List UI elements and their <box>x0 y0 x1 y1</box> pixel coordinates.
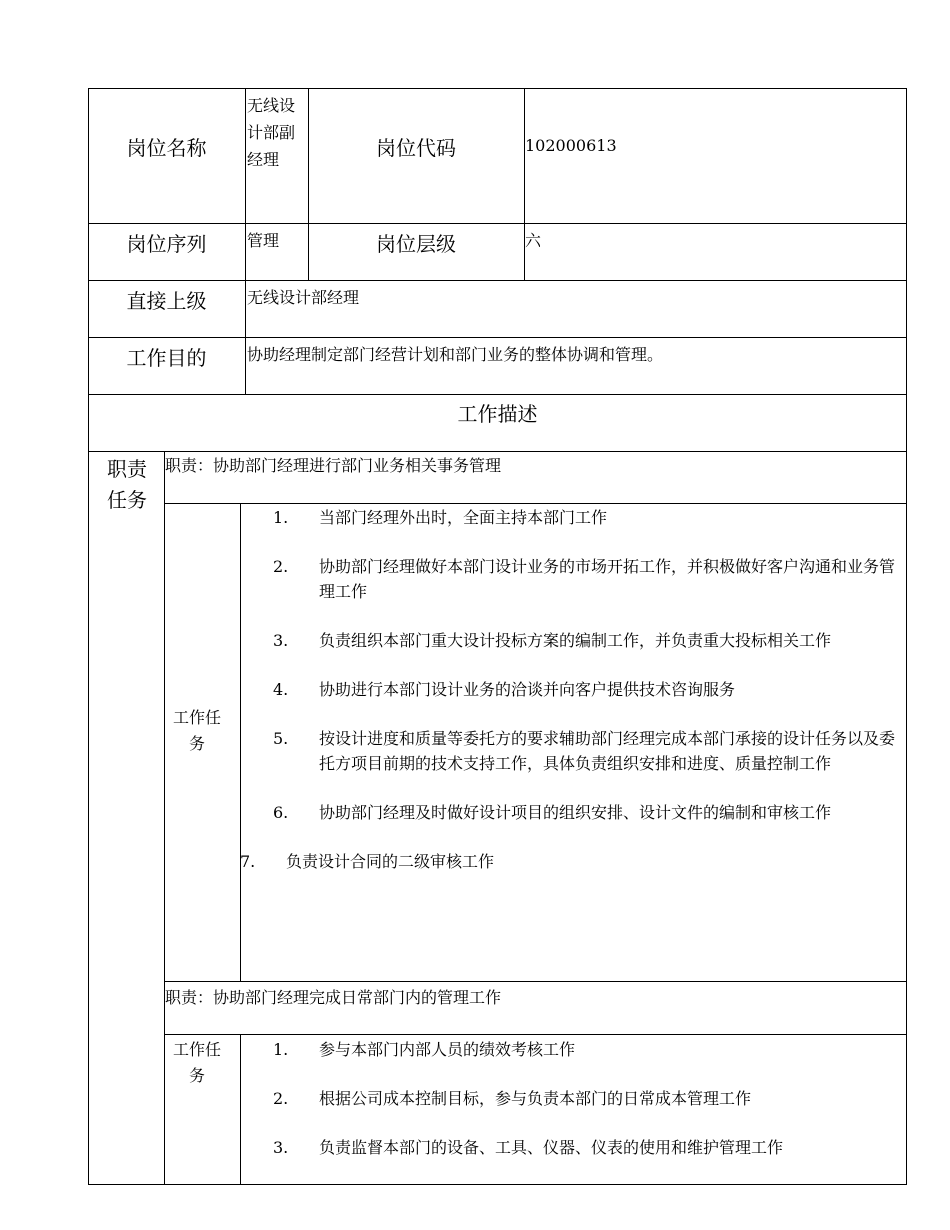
post-name-value: 无线设计部副经理 <box>247 96 296 169</box>
task-text: 负责监督本部门的设备、工具、仪器、仪表的使用和维护管理工作 <box>319 1138 784 1157</box>
superior-label: 直接上级 <box>126 289 207 313</box>
duty-1-title: 职责：协助部门经理进行部门业务相关事务管理 <box>165 456 502 475</box>
row-divider <box>88 280 907 281</box>
task-number: 1. <box>273 1040 289 1059</box>
post-level-value: 六 <box>525 231 542 250</box>
post-code-label: 岗位代码 <box>376 136 456 160</box>
task-text: 负责设计合同的二级审核工作 <box>286 852 495 871</box>
list-item <box>273 800 899 825</box>
list-item <box>240 849 899 874</box>
task-number: 7. <box>240 852 256 871</box>
purpose-value: 协助经理制定部门经营计划和部门业务的整体协调和管理。 <box>247 345 664 364</box>
task-number: 6. <box>273 803 289 822</box>
task-number: 5. <box>273 729 289 748</box>
list-item <box>273 726 899 776</box>
list-item <box>273 554 899 604</box>
task-list-2 <box>273 1037 899 1160</box>
row-divider <box>164 981 907 982</box>
duty-label: 职责任务 <box>107 457 147 512</box>
task-text: 负责组织本部门重大设计投标方案的编制工作，并负责重大投标相关工作 <box>319 631 832 650</box>
post-series-label: 岗位序列 <box>126 232 207 256</box>
post-level-label: 岗位层级 <box>376 232 456 256</box>
row-divider <box>88 223 907 224</box>
job-description-table <box>88 88 907 1185</box>
task-text: 协助进行本部门设计业务的洽谈并向客户提供技术咨询服务 <box>319 680 736 699</box>
task-number: 1. <box>273 508 289 527</box>
task-text: 根据公司成本控制目标，参与负责本部门的日常成本管理工作 <box>319 1089 752 1108</box>
row-divider <box>164 1034 907 1035</box>
task-number: 3. <box>273 631 289 650</box>
task-text: 协助部门经理做好本部门设计业务的市场开拓工作，并积极做好客户沟通和业务管理工作 <box>319 557 896 601</box>
task-text: 当部门经理外出时，全面主持本部门工作 <box>319 508 608 527</box>
task-number: 2. <box>273 1089 289 1108</box>
duty-2-title: 职责：协助部门经理完成日常部门内的管理工作 <box>165 988 502 1007</box>
list-item <box>273 1135 899 1160</box>
list-item <box>273 1086 899 1111</box>
list-item <box>273 505 899 530</box>
col-divider <box>164 451 165 1185</box>
col-divider <box>240 1034 241 1185</box>
task-text: 按设计进度和质量等委托方的要求辅助部门经理完成本部门承接的设计任务以及委托方项目前期的技术支持工作，具体负责组织安排和进度、质量控制工作 <box>319 729 896 773</box>
col-divider <box>240 503 241 981</box>
col-divider <box>245 88 246 394</box>
post-series-value: 管理 <box>247 231 280 250</box>
task-1-label: 工作任务 <box>172 708 221 753</box>
task-number: 2. <box>273 557 289 576</box>
superior-value: 无线设计部经理 <box>247 288 360 307</box>
task-text: 协助部门经理及时做好设计项目的组织安排、设计文件的编制和审核工作 <box>319 803 832 822</box>
task-number: 3. <box>273 1138 289 1157</box>
purpose-label: 工作目的 <box>126 346 207 370</box>
list-item <box>273 628 899 653</box>
task-number: 4. <box>273 680 289 699</box>
list-item <box>273 677 899 702</box>
post-code-value: 102000613 <box>525 136 617 155</box>
task-text: 参与本部门内部人员的绩效考核工作 <box>319 1040 576 1059</box>
description-title: 工作描述 <box>457 402 538 426</box>
task-2-label: 工作任务 <box>172 1040 221 1085</box>
row-divider <box>164 503 907 504</box>
list-item <box>273 1037 899 1062</box>
post-name-label: 岗位名称 <box>126 136 207 160</box>
task-list-1 <box>240 505 899 874</box>
row-divider <box>88 337 907 338</box>
row-divider <box>88 394 907 395</box>
